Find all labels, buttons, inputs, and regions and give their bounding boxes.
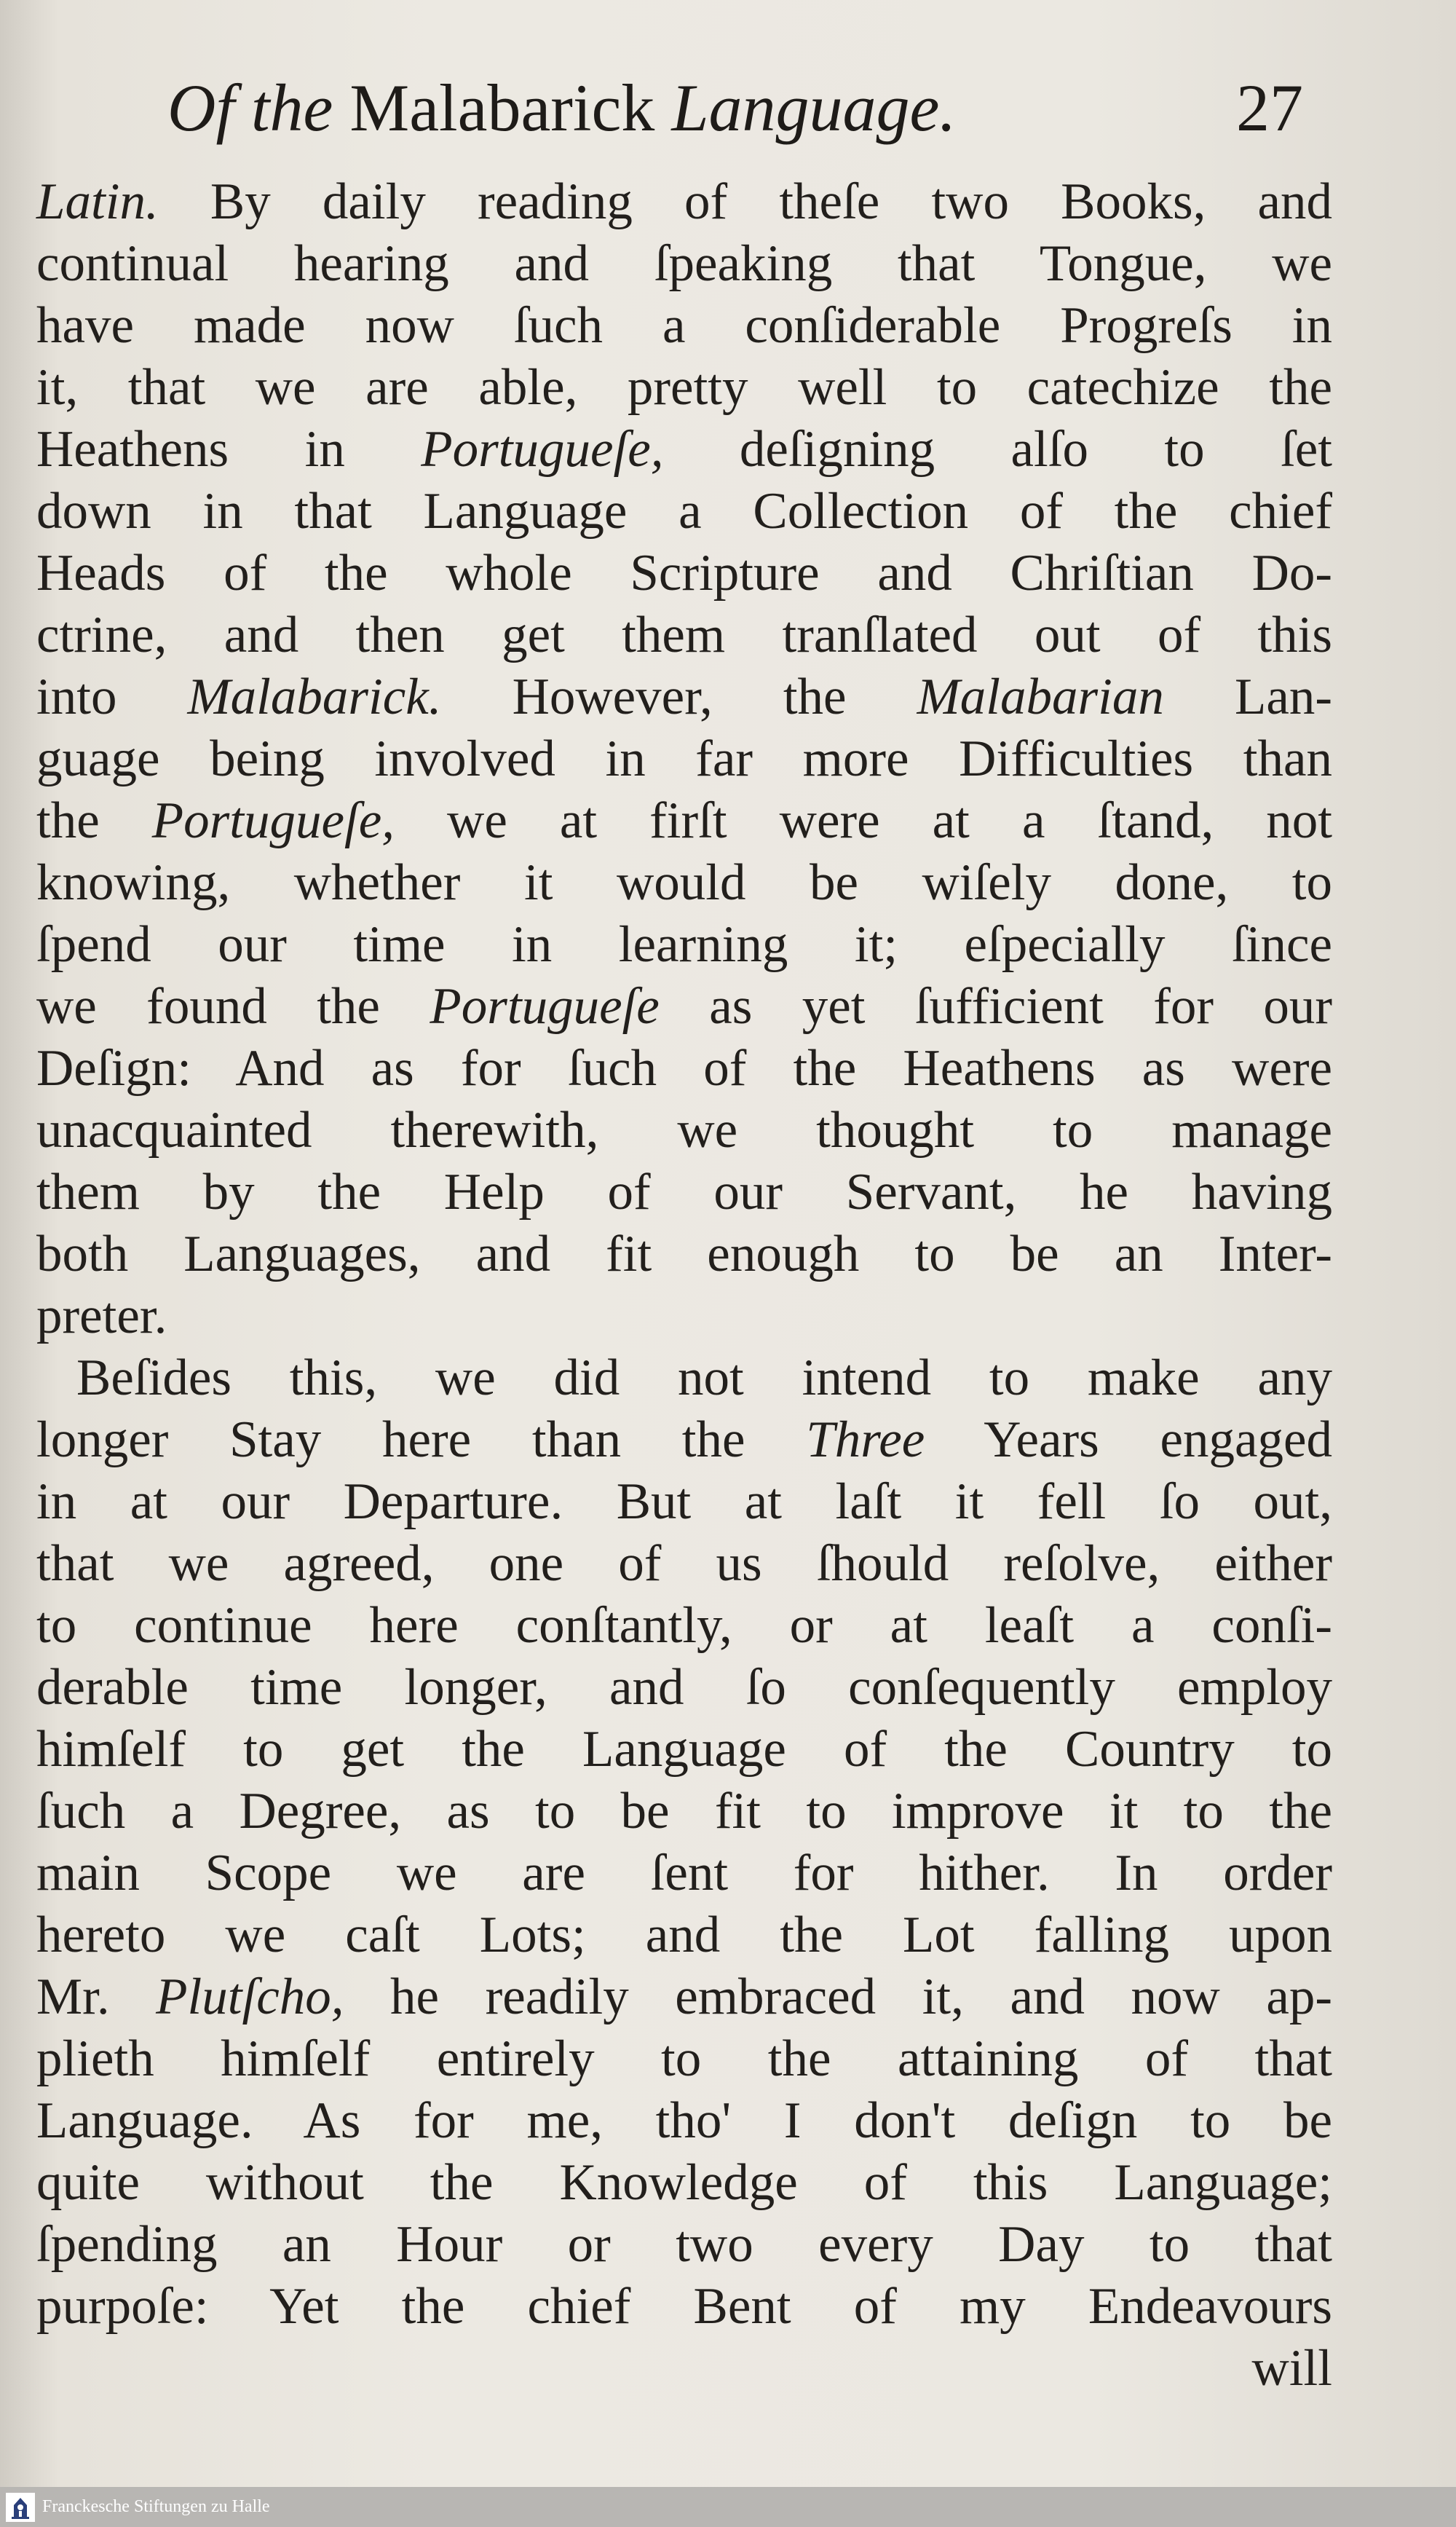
text-line (36, 1719, 1332, 1781)
text-line (36, 357, 1332, 419)
text-run: deſigning alſo to ſet (663, 421, 1332, 478)
italic-text: Latin. (36, 173, 159, 230)
text-run: it, that we are able, pretty well to catechize the (36, 359, 1332, 416)
text-run: Beſides this, we did not intend to make any (76, 1349, 1332, 1406)
italic-text: Portugueſe (430, 978, 660, 1035)
italic-text: Malabarian (917, 669, 1164, 725)
text-run: ſpending an Hour or two every Day to that (36, 2216, 1332, 2273)
text-run: into (36, 669, 188, 725)
text-run: derable time longer, and ſo conſequently employ (36, 1659, 1332, 1716)
text-line (36, 295, 1332, 357)
text-line (36, 1223, 1332, 1285)
text-run: Heads of the whole Scripture and Chriſtian Do- (36, 545, 1332, 602)
text-line (36, 852, 1332, 914)
italic-text: Three (806, 1411, 925, 1468)
text-run: to continue here conſtantly, or at leaſt a conſi- (36, 1597, 1332, 1654)
text-run: both Languages, and fit enough to be an Inter- (36, 1226, 1332, 1282)
text-line (36, 2090, 1332, 2152)
text-run: longer Stay here than the (36, 1411, 807, 1468)
text-run: Heathens in (36, 421, 422, 478)
running-title (167, 69, 956, 146)
footer-label: Franckesche Stiftungen zu Halle (42, 2497, 270, 2516)
text-line (36, 2338, 1332, 2400)
text-line (36, 2028, 1332, 2090)
text-run: himſelf to get the Language of the Country to (36, 1721, 1332, 1778)
text-line (36, 233, 1332, 295)
italic-text: Portugueſe, (151, 792, 395, 849)
text-run: quite without the Knowledge of this Language; (36, 2154, 1332, 2211)
italic-text: Malabarick. (187, 669, 442, 725)
text-line (36, 790, 1332, 852)
text-run: we found the (36, 978, 430, 1035)
body-text (36, 171, 1332, 2400)
text-run: in at our Departure. But at laſt it fell ſo out, (36, 1473, 1332, 1530)
italic-text: Portugueſe, (421, 421, 664, 478)
text-run: ſpend our time in learning it; eſpecially ſince (36, 916, 1332, 973)
running-title-part: Language. (671, 71, 957, 145)
text-line (36, 1842, 1332, 1904)
franckesche-stiftungen-logo-icon (6, 2493, 35, 2522)
text-line (36, 1471, 1332, 1533)
text-run: as yet ſufficient for our (659, 978, 1333, 1035)
text-line (36, 1162, 1332, 1223)
page-header (167, 69, 1303, 178)
text-line (36, 728, 1332, 790)
text-line (36, 1100, 1332, 1162)
text-line (36, 419, 1332, 481)
text-line (36, 2152, 1332, 2214)
text-line (36, 1595, 1332, 1657)
text-line (36, 1038, 1332, 1100)
text-line (36, 171, 1332, 233)
text-line (36, 1781, 1332, 1842)
text-run: he readily embraced it, and now ap- (344, 1968, 1332, 2025)
text-line (36, 543, 1332, 604)
text-run: purpoſe: Yet the chief Bent of my Endeavours (36, 2278, 1332, 2335)
text-run: ſuch a Degree, as to be fit to improve it to the (36, 1783, 1332, 1840)
text-run: Years engaged (925, 1411, 1332, 1468)
text-run: Deſign: And as for ſuch of the Heathens as were (36, 1040, 1332, 1097)
text-run: main Scope we are ſent for hither. In order (36, 1845, 1332, 1901)
italic-text: Plutſcho, (156, 1968, 344, 2025)
text-run: Mr. (36, 1968, 157, 2025)
text-run: down in that Language a Collection of the chief (36, 483, 1332, 540)
text-line (36, 1533, 1332, 1595)
text-run: them by the Help of our Servant, he having (36, 1164, 1332, 1221)
text-line (36, 1657, 1332, 1719)
page-number: 27 (1236, 71, 1303, 145)
text-line (36, 976, 1332, 1038)
text-run: have made now ſuch a conſiderable Progreſs in (36, 297, 1332, 354)
text-line (36, 2276, 1332, 2338)
text-line (36, 1966, 1332, 2028)
text-run: guage being involved in far more Difficulties than (36, 730, 1332, 787)
text-run: unacquainted therewith, we thought to manage (36, 1102, 1332, 1159)
running-title-part: Of the (167, 71, 350, 145)
text-run: continual hearing and ſpeaking that Tongue, we (36, 235, 1332, 292)
text-line (36, 1904, 1332, 1966)
footer-bar (0, 2487, 1456, 2527)
text-run: ctrine, and then get them tranſlated out of this (36, 607, 1332, 663)
text-run: the (36, 792, 152, 849)
text-run: Lan- (1163, 669, 1332, 725)
text-line (36, 914, 1332, 976)
text-run: Language. As for me, tho' I don't deſign to be (36, 2092, 1332, 2149)
text-run: that we agreed, one of us ſhould reſolve, either (36, 1535, 1332, 1592)
text-run: By daily reading of theſe two Books, and (158, 173, 1332, 230)
text-run: hereto we caſt Lots; and the Lot falling upon (36, 1907, 1332, 1963)
running-title-part: Malabarick (349, 71, 672, 145)
text-run: However, the (441, 669, 917, 725)
text-line (36, 1347, 1332, 1409)
text-line (36, 2214, 1332, 2276)
text-run: preter. (36, 1288, 167, 1344)
text-line (36, 666, 1332, 728)
text-run: knowing, whether it would be wiſely done, to (36, 854, 1332, 911)
text-line (36, 1409, 1332, 1471)
text-line (36, 1285, 1332, 1347)
text-line (36, 481, 1332, 543)
text-line (36, 604, 1332, 666)
text-run: will (1251, 2340, 1332, 2397)
text-run: plieth himſelf entirely to the attaining of that (36, 2030, 1332, 2087)
text-run: we at firſt were at a ſtand, not (395, 792, 1332, 849)
